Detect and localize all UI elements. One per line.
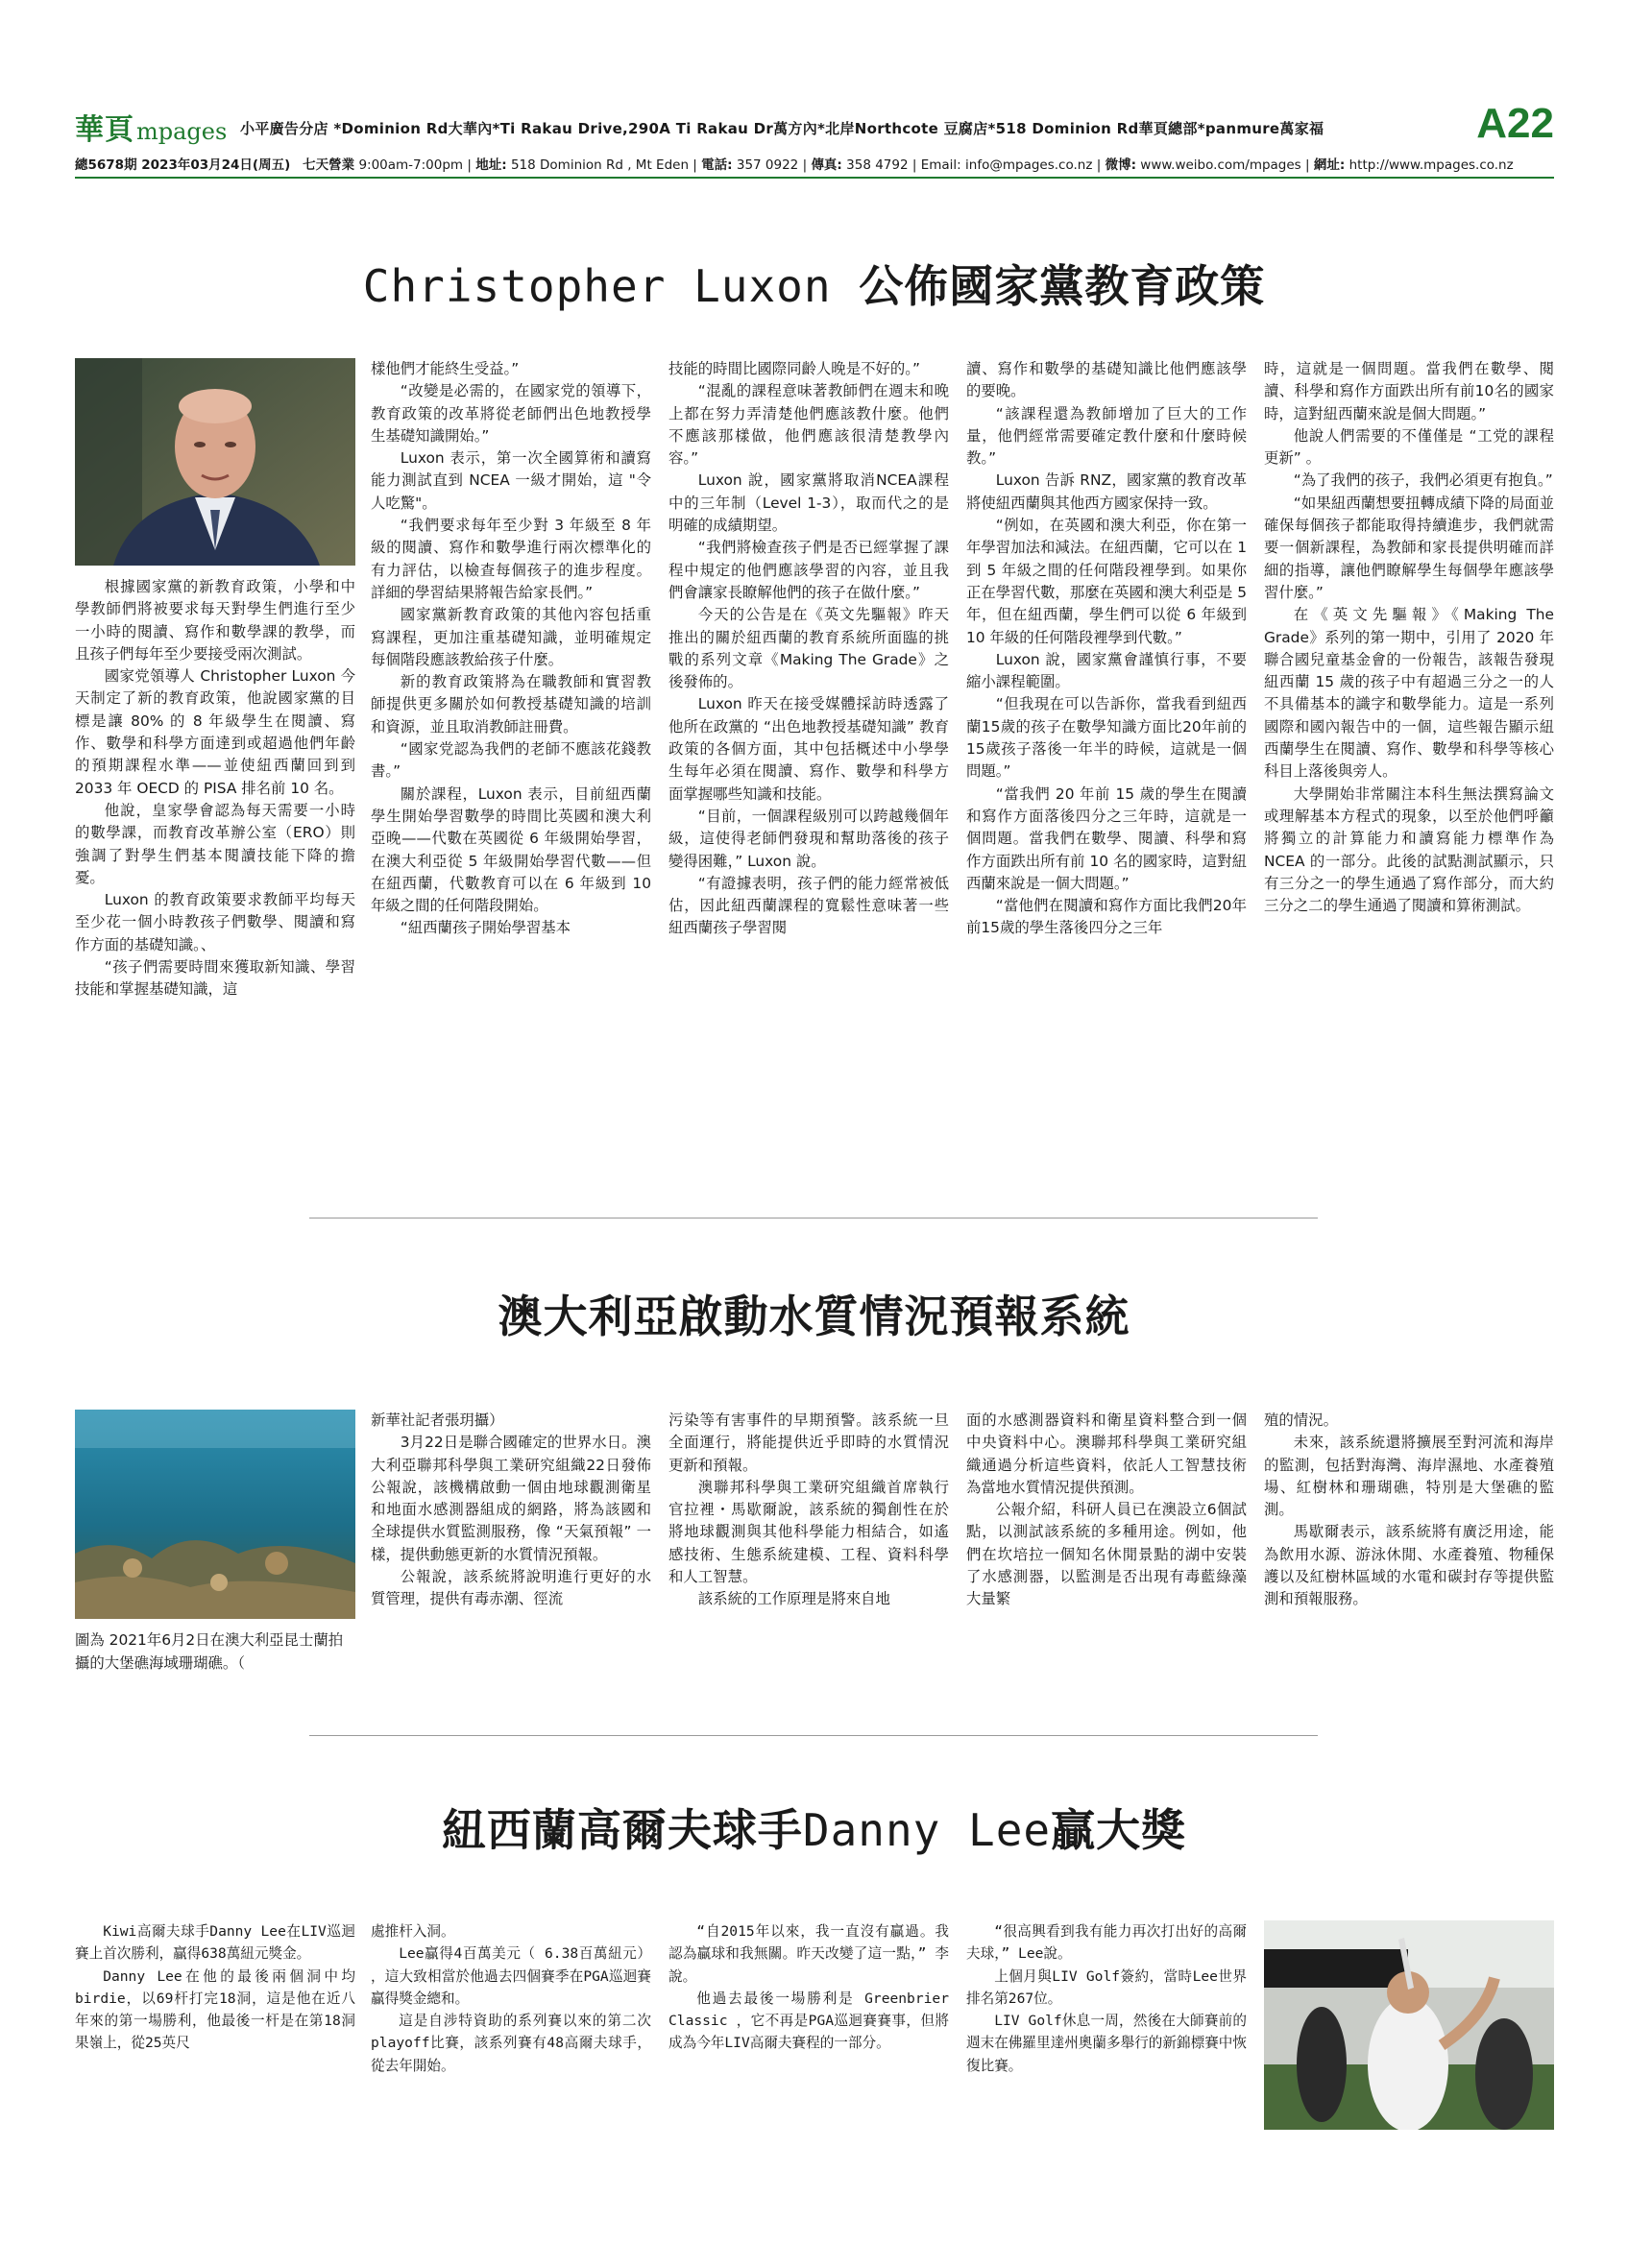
article1-headline-cn: 公佈國家黨教育政策 [859, 260, 1266, 312]
article1-col-4: 讀、寫作和數學的基礎知識比他們應該學的要晚。 “該課程還為教師增加了巨大的工作量，他們經常需要確定教什麼和什麼時候教。” Luxon 告訴 RNZ，國家黨的教育改革將使紐西蘭與其他西方國家保持一致。 “例如，在英國和澳大利亞，你在第一年學習加法和減法。在紐西蘭，它可以在 1 到 5 年級之間的任何階段裡學到。如果你正在學習代數，那麼在英國和澳大利亞是 5 年，但在紐西蘭，學生們可以從 6 年級到 10 年級的任何階段裡學到代數。” Luxon 說，國家黨會謹慎行事，不要縮小課程範圍。 “但我現在可以告訴你，當我看到紐西蘭15歲的孩子在數學知識方面比20年前的15歲孩子落後一年半的時候，這就是一個問題。” “當我們 20 年前 15 歲的學生在閱讀和寫作方面落後四分之三年時，這就是一個問題。當我們在數學、閱讀、科學和寫作方面跌出所有前 10 名的國家時，這對紐西蘭來說是一個大問題。” “當他們在閱讀和寫作方面比我們20年前15歲的學生落後四分之三年 [966, 360, 1247, 937]
email-label: Email: [920, 157, 961, 173]
article2-col-1: 新華社記者張玥攝） 3月22日是聯合國確定的世界水日。澳大利亞聯邦科學與工業研究組織22日發佈公報說，該機構啟動一個由地球觀測衛星和地面水感測器組成的網路，將為該國和全球提供水質監測服務，像 “天氣預報” 一樣，提供動態更新的水質情況預報。 公報說，該系統將說明進行更好的水質管理，提供有毒赤潮、徑流 [371, 1411, 651, 1608]
article3-col-2: 處推杆入洞。 Lee贏得4百萬美元（ 6.38百萬紐元） ，這大致相當於他過去四個賽季在PGA巡迴賽贏得獎金總和。 這是自涉特資助的系列賽以來的第二次playoff比賽，該系列賽有48高爾夫球手，從去年開始。 [371, 1923, 651, 2074]
mpages-logo [75, 106, 228, 147]
phone: 357 0922 [736, 157, 799, 173]
header-rule [75, 177, 1554, 179]
logo-cn: 華頁 [75, 113, 134, 147]
article2-col-2: 污染等有害事件的早期預警。該系統一旦全面運行，將能提供近乎即時的水質情況更新和預報。 澳聯邦科學與工業研究組織首席執行官拉裡・馬歇爾說，該系統的獨創性在於將地球觀測與其他科學能力相結合，如遙感技術、生態系統建模、工程、資料科學和人工智慧。 該系統的工作原理是將來自地 [668, 1411, 949, 1608]
email-link[interactable]: info@mpages.co.nz [965, 157, 1093, 173]
section-divider-2 [309, 1735, 1318, 1736]
website-link[interactable]: http://www.mpages.co.nz [1349, 157, 1514, 173]
address: 518 Dominion Rd , Mt Eden [510, 157, 689, 173]
branch-ad-line: 小平廣告分店 *Dominion Rd大華內*Ti Rakau Drive,290A Ti Rakau Dr萬方內*北岸Northcote 豆腐店*518 Dominion Rd華頁總部*panmure萬家福 [240, 120, 1324, 137]
weibo-link[interactable]: www.weibo.com/mpages [1140, 157, 1301, 173]
issue-date: 總5678期 2023年03月24日(周五) [75, 157, 291, 173]
address-label: 地址: [475, 157, 507, 173]
fax-label: 傳真: [811, 157, 842, 173]
article3-headline: 紐西蘭高爾夫球手Danny Lee贏大獎 [441, 1804, 1187, 1856]
article3-col-1: Kiwi高爾夫球手Danny Lee在LIV巡迴賽上首次勝利，贏得638萬紐元獎金。 Danny Lee在他的最後兩個洞中均birdie，以69杆打完18洞，這是他在近八年來的第一場勝利，他最後一杆是在第18洞果嶺上，從25英尺 [75, 1923, 355, 2052]
weibo-label: 微博: [1105, 157, 1136, 173]
hours-label: 七天營業 [303, 157, 355, 173]
luxon-photo [75, 358, 355, 566]
phone-label: 電話: [701, 157, 733, 173]
article1-col-2: 樣他們才能終生受益。” “改變是必需的，在國家党的領導下，教育政策的改革將從老師們出色地教授學生基礎知識開始。” Luxon 表示，第一次全國算術和讀寫能力測試直到 NCEA 一級才開始，這 "令人吃驚"。 “我們要求每年至少對 3 年級至 8 年級的閱讀、寫作和數學進行兩次標準化的有力評估，以檢查每個孩子的進步程度。詳細的學習結果將報告給家長們。” 國家黨新教育政策的其他內容包括重寫課程，更加注重基礎知識，並明確規定每個階段應該教給孩子什麼。 新的教育政策將為在職教師和實習教師提供更多關於如何教授基礎知識的培訓和資源，並且取消教師註冊費。 “國家党認為我們的老師不應該花錢教書。” 關於課程，Luxon 表示，目前紐西蘭學生開始學習數學的時間比英國和澳大利亞晚——代數在英國從 6 年級開始學習，在澳大利亞從 5 年級開始學習代數——但在紐西蘭，代數教育可以在 6 年級到 10 年級之間的任何階段開始。 “紐西蘭孩子開始學習基本 [371, 360, 651, 937]
article2-headline: 澳大利亞啟動水質情況預報系統 [498, 1291, 1130, 1342]
hours: 9:00am-7:00pm [358, 157, 464, 173]
article2-col-3: 面的水感測器資料和衛星資料整合到一個中央資料中心。澳聯邦科學與工業研究組織通過分析這些資料，依託人工智慧技術為當地水質情況提供預測。 公報介紹，科研人員已在澳設立6個試點，以測試該系統的多種用途。例如，他們在坎培拉一個知名休閒景點的湖中安裝了水感測器，以監測是否出現有毒藍綠藻大量繁 [966, 1411, 1247, 1608]
masthead [75, 100, 1554, 147]
article2-col-4: 殖的情況。 未來，該系統還將擴展至對河流和海岸的監測，包括對海灣、海岸濕地、水產養殖場、紅樹林和珊瑚礁，特別是大堡礁的監測。 馬歇爾表示，該系統將有廣泛用途，能為飲用水源、游泳休閒、水產養殖、物種保護以及紅樹林區域的水電和碳封存等提供監測和預報服務。 [1264, 1411, 1554, 1608]
article3-col-3: “自2015年以來，我一直沒有贏過。我認為贏球和我無關。昨天改變了這一點，” 李說。 他過去最後一場勝利是 Greenbrier Classic ，它不再是PGA巡迴賽賽事，但將成為今年LIV高爾夫賽程的一部分。 [668, 1923, 949, 2052]
article1-headline-en: Christopher Luxon [362, 260, 860, 312]
reef-photo-caption: 圖為 2021年6月2日在澳大利亞昆士蘭拍攝的大堡礁海域珊瑚礁。（ [75, 1631, 344, 1672]
golfer-photo [1264, 1920, 1554, 2130]
article1-col-1: 根據國家黨的新教育政策，小學和中學教師們將被要求每天對學生們進行至少一小時的閱讀、寫作和數學課的教學，而且孩子們每年至少要接受兩次測試。 國家党領導人 Christopher Luxon 今天制定了新的教育政策，他說國家黨的目標是讓 80% 的 8 年級學生在閱讀、寫作、數學和科學方面達到或超過他們年齡的預期課程水準——並使紐西蘭回到到 2033 年 OECD 的 PISA 排名前 10 名。 他說，皇家學會認為每天需要一小時的數學課，而教育改革辦公室（ERO）則強調了對學生們基本閱讀技能下降的擔憂。 Luxon 的教育政策要求教師平均每天至少花一個小時教孩子們數學、閱讀和寫作方面的基礎知識。、 “孩子們需要時間來獲取新知識、學習技能和掌握基礎知識，這 [75, 578, 355, 999]
article1-col-3: 技能的時間比國際同齡人晚是不好的。” “混亂的課程意味著教師們在週末和晚上都在努力弄清楚他們應該教什麼。他們不應該那樣做，他們應該很清楚教學內容。” Luxon 說，國家黨將取消NCEA課程中的三年制（Level 1-3），取而代之的是明確的成績期望。 “我們將檢查孩子們是否已經掌握了課程中規定的他們應該學習的內容，並且我們會讓家長瞭解他們的孩子在做什麼。” 今天的公告是在《英文先驅報》昨天推出的關於紐西蘭的教育系統所面臨的挑戰的系列文章《Making The Grade》之後發佈的。 Luxon 昨天在接受媒體採訪時透露了他所在政黨的 “出色地教授基礎知識” 教育政策的各個方面，其中包括概述中小學學生每年必須在閱讀、寫作、數學和科學方面掌握哪些知識和技能。 “目前，一個課程級別可以跨越幾個年級，這使得老師們發現和幫助落後的孩子變得困難，” Luxon 說。 “有證據表明，孩子們的能力經常被低估，因此紐西蘭課程的寬鬆性意味著一些紐西蘭孩子學習閱 [668, 360, 949, 937]
fax: 358 4792 [846, 157, 909, 173]
reef-photo [75, 1410, 355, 1619]
website-label: 網址: [1313, 157, 1346, 173]
info-bar: 總5678期 2023年03月24日(周五) 七天營業 9:00am-7:00pm | 地址: 518 Dominion Rd , Mt Eden | 電話: 357 0922 | 傳真: 358 4792 | Email: info@mpages.co.nz | 微博: www.weibo.com/mpages | 網址: http://www.mpages.co.nz [75, 157, 1514, 173]
article1-headline [0, 252, 1628, 315]
article3-col-4: “很高興看到我有能力再次打出好的高爾夫球，” Lee說。 上個月與LIV Golf簽約，當時Lee世界排名第267位。 LIV Golf休息一周，然後在大師賽前的週末在佛羅里達州奧蘭多舉行的新錦標賽中恢復比賽。 [966, 1923, 1247, 2074]
page-number: A22 [1476, 100, 1554, 147]
article1-col-5: 時，這就是一個問題。當我們在數學、閱讀、科學和寫作方面跌出所有前10名的國家時，這對紐西蘭來說是個大問題。” 他說人們需要的不僅僅是 “工党的課程更新” 。 “為了我們的孩子，我們必須更有抱負。” “如果紐西蘭想要扭轉成績下降的局面並確保每個孩子都能取得持續進步，我們就需要一個新課程，為教師和家長提供明確而詳細的指導，讓他們瞭解學生每個學年應該學習什麼。” 在《英文先驅報》《Making The Grade》系列的第一期中，引用了 2020 年聯合國兒童基金會的一份報告，該報告發現紐西蘭 15 歲的孩子中有超過三分之一的人不具備基本的識字和數學能力。這是一系列國際和國內報告中的一個，這些報告顯示紐西蘭學生在閱讀、寫作、數學和科學等核心科目上落後與旁人。 大學開始非常關注本科生無法撰寫論文或理解基本方程式的現象，以至於他們呼籲將獨立的計算能力和讀寫能力標準作為 NCEA 的一部分。此後的試點測試顯示，只有三分之一的學生通過了寫作部分，而大約三分之二的學生通過了閱讀和算術測試。 [1264, 360, 1554, 915]
logo-en: mpages [136, 118, 228, 145]
